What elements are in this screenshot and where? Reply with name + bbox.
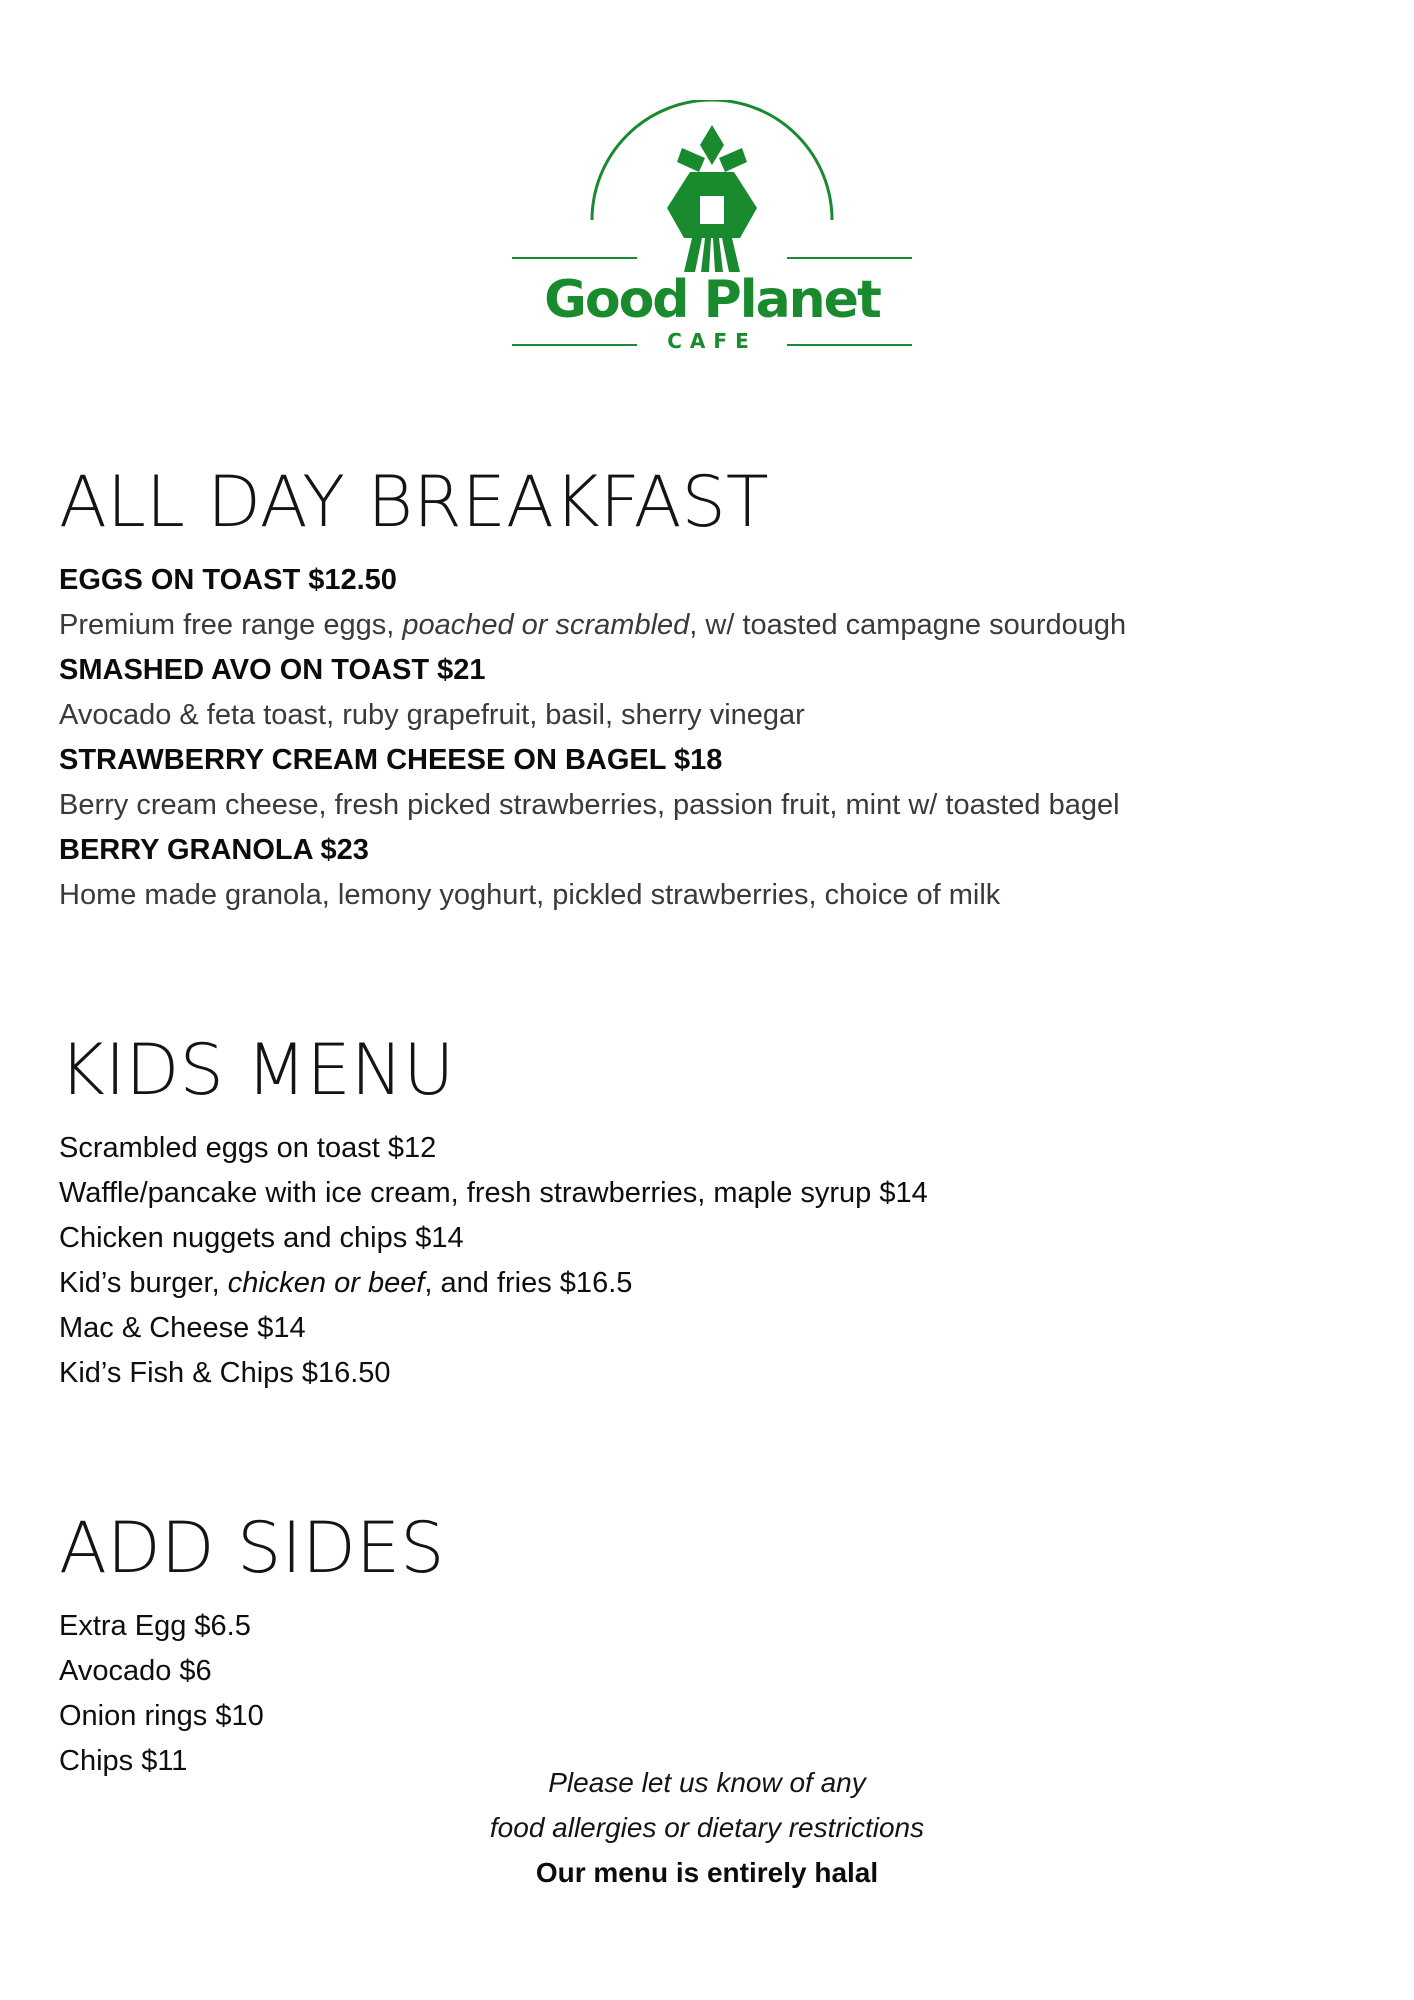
desc-italic: poached or scrambled	[402, 609, 690, 641]
menu-item-description: Avocado & feta toast, ruby grapefruit, basil, sherry vinegar	[59, 699, 805, 731]
list-item: Mac & Cheese $14	[59, 1312, 306, 1344]
list-item: Scrambled eggs on toast $12	[59, 1132, 437, 1164]
menu-item-description: Home made granola, lemony yoghurt, pickled strawberries, choice of milk	[59, 879, 1001, 911]
menu-item-description: Berry cream cheese, fresh picked strawberries, passion fruit, mint w/ toasted bagel	[59, 789, 1120, 821]
item-italic: chicken or beef	[227, 1267, 425, 1299]
section-title-sides: ADD SIDES	[59, 1507, 445, 1589]
menu-item-name: EGGS ON TOAST $12.50	[59, 564, 397, 596]
desc-part: , w/ toasted campagne sourdough	[689, 609, 1127, 641]
halal-note: Our menu is entirely halal	[535, 1857, 879, 1888]
logo-brand-sub: CAFE	[667, 329, 757, 353]
breakfast-section	[59, 460, 1359, 918]
menu-content	[59, 460, 1359, 1784]
menu-item-name: STRAWBERRY CREAM CHEESE ON BAGEL $18	[59, 744, 723, 776]
desc-part: Premium free range eggs,	[59, 609, 403, 641]
logo-brand-name: Good Planet	[544, 270, 880, 330]
logo-wordmark	[512, 270, 912, 352]
allergy-note-line: Please let us know of any	[548, 1767, 866, 1798]
list-item: Avocado $6	[59, 1655, 212, 1687]
menu-item-name: BERRY GRANOLA $23	[59, 834, 369, 866]
sides-section	[59, 1506, 1359, 1784]
list-item: Chicken nuggets and chips $14	[59, 1222, 464, 1254]
list-item: Onion rings $10	[59, 1700, 264, 1732]
kids-section	[59, 1028, 1359, 1396]
cafe-logo	[512, 100, 912, 360]
list-item: Extra Egg $6.5	[59, 1610, 251, 1642]
list-item	[59, 1261, 1359, 1306]
item-part: , and fries $16.5	[424, 1267, 633, 1299]
allergy-note	[0, 1760, 1414, 1895]
list-item: Waffle/pancake with ice cream, fresh strawberries, maple syrup $14	[59, 1177, 928, 1209]
list-item: Kid’s Fish & Chips $16.50	[59, 1357, 391, 1389]
list-item: Chips $11	[59, 1745, 188, 1777]
allergy-note-line: food allergies or dietary restrictions	[489, 1812, 925, 1843]
item-part: Kid’s burger,	[59, 1267, 228, 1299]
menu-item-name: SMASHED AVO ON TOAST $21	[59, 654, 486, 686]
section-title-kids: KIDS MENU	[59, 1029, 455, 1111]
menu-item-description	[59, 603, 1359, 648]
section-title-breakfast: ALL DAY BREAKFAST	[59, 461, 769, 543]
